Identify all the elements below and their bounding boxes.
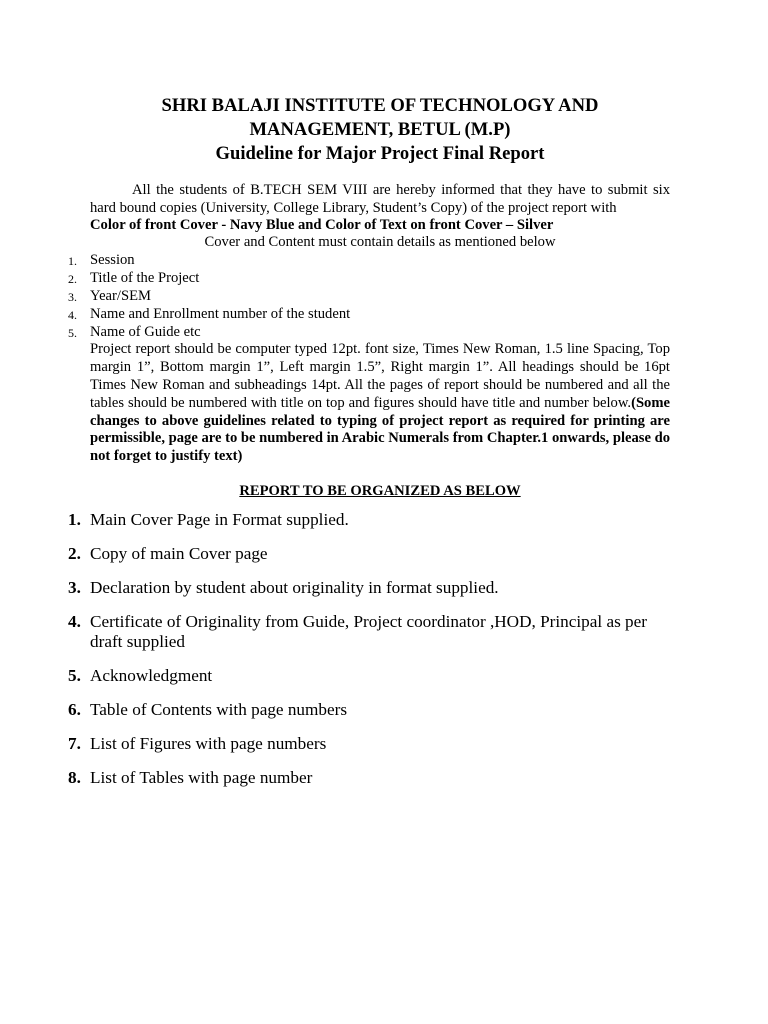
- list-number: 4.: [68, 308, 77, 323]
- document-page: [68, 94, 670, 802]
- list-text: Copy of main Cover page: [90, 543, 268, 563]
- cover-details-list: [68, 251, 670, 341]
- list-number: 5.: [68, 326, 77, 341]
- list-text: Year/SEM: [90, 288, 151, 305]
- list-text: List of Tables with page number: [90, 767, 313, 787]
- list-item: [68, 733, 670, 754]
- list-text: Name of Guide etc: [90, 324, 201, 341]
- intro-text: All the students of B.TECH SEM VIII are hereby informed that they have to submit six hard bound copies (University, College Library, Student’s Copy) of the project report with: [90, 182, 670, 217]
- list-item: [68, 269, 670, 287]
- list-text: Session: [90, 252, 135, 269]
- formatting-guideline-paragraph: [90, 341, 670, 466]
- list-item: [68, 509, 670, 530]
- section-heading: REPORT TO BE ORGANIZED AS BELOW: [239, 482, 521, 499]
- list-item: [68, 767, 670, 788]
- list-number: 2.: [68, 272, 77, 287]
- list-item: [68, 251, 670, 269]
- list-text: Main Cover Page in Format supplied.: [90, 509, 349, 529]
- list-number: 6.: [68, 699, 81, 719]
- institute-name-line2: MANAGEMENT, BETUL (M.P): [249, 119, 511, 140]
- list-number: 1.: [68, 254, 77, 269]
- list-text: Certificate of Originality from Guide, Project coordinator ,HOD, Principal as per draft supplied: [90, 611, 647, 651]
- list-text: Declaration by student about originality in format supplied.: [90, 577, 499, 597]
- list-item: [68, 699, 670, 720]
- list-item: [68, 287, 670, 305]
- list-text: Acknowledgment: [90, 665, 213, 685]
- list-number: 3.: [68, 577, 81, 597]
- list-text: List of Figures with page numbers: [90, 733, 327, 753]
- guideline-text: Project report should be computer typed 12pt. font size, Times New Roman, 1.5 line Spacing, Top margin 1”, Bottom margin 1”, Left margin 1.5”, Right margin 1”. All headings should be 16pt Times New Roman and subheadings 14pt. All the pages of report should be numbered and all the tables should be numbered with title on top and figures should have title and number below.: [90, 341, 670, 411]
- list-item: [68, 611, 670, 652]
- list-number: 8.: [68, 767, 81, 787]
- intro-paragraph: [90, 181, 670, 217]
- cover-content-note: Cover and Content must contain details as mentioned below: [204, 234, 556, 251]
- list-item: [68, 665, 670, 686]
- list-number: 7.: [68, 733, 81, 753]
- list-number: 3.: [68, 290, 77, 305]
- list-text: Title of the Project: [90, 270, 200, 287]
- guideline-bold-note: (Some changes to above guidelines related to typing of project report as required for printing are permissible, page are to be numbered in Arabic Numerals from Chapter.1 onwards, please do not forget to justify text): [90, 394, 670, 465]
- list-number: 2.: [68, 543, 81, 563]
- list-item: [68, 577, 670, 598]
- list-text: Table of Contents with page numbers: [90, 699, 348, 719]
- cover-color-instruction: Color of front Cover - Navy Blue and Color of Text on front Cover – Silver: [90, 217, 554, 234]
- document-title: Guideline for Major Project Final Report: [215, 143, 545, 164]
- list-item: [68, 543, 670, 564]
- list-number: 4.: [68, 611, 81, 631]
- list-number: 5.: [68, 665, 81, 685]
- report-order-list: [68, 509, 670, 788]
- list-item: [68, 323, 670, 341]
- institute-name-line1: SHRI BALAJI INSTITUTE OF TECHNOLOGY AND: [161, 95, 599, 116]
- list-text: Name and Enrollment number of the student: [90, 306, 351, 323]
- list-item: [68, 305, 670, 323]
- list-number: 1.: [68, 509, 81, 529]
